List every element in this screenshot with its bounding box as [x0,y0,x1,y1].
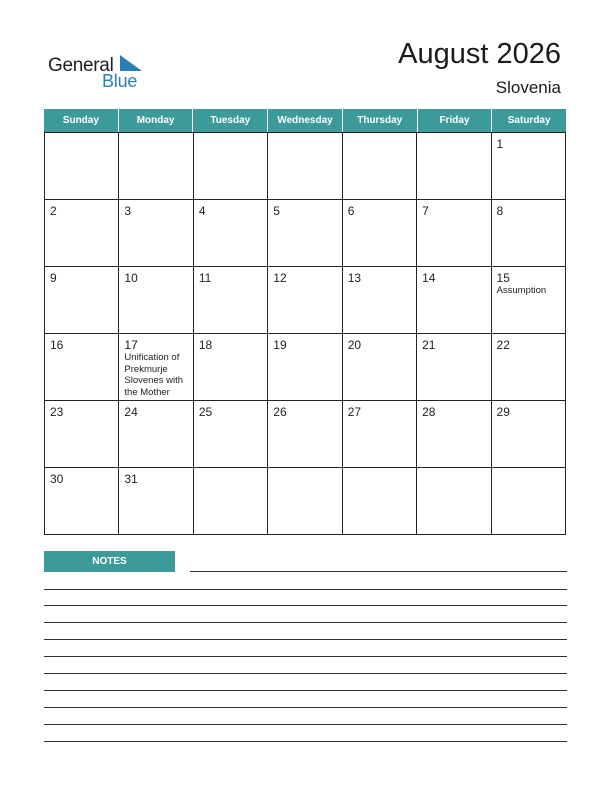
day-number: 27 [347,405,362,419]
day-cell [417,401,491,467]
weekday-sunday: Sunday [44,109,119,132]
day-cell [194,200,268,266]
day-cell [119,267,193,333]
day-number: 1 [496,137,504,151]
day-number: 22 [496,338,510,352]
note-line [44,690,567,691]
day-cell [45,267,119,333]
day-cell [343,200,417,266]
day-number: 8 [496,204,504,218]
weekday-saturday: Saturday [507,115,551,126]
day-number: 23 [50,405,64,419]
day-cell [119,133,193,199]
note-line [44,707,567,708]
day-cell [492,468,566,534]
day-number: 30 [50,472,64,486]
logo-word-general: General [48,55,114,76]
day-cell [268,200,342,266]
day-cell [343,267,417,333]
day-number: 2 [50,204,57,218]
day-cell [268,133,342,199]
day-number: 5 [273,204,280,218]
day-number: 4 [198,204,206,218]
day-number: 31 [124,472,138,486]
weekday-thursday: Thursday [343,109,418,132]
day-cell [45,200,119,266]
day-number: 20 [347,338,362,352]
weekday-header [44,109,566,132]
weekday-friday: Friday [418,109,493,132]
weekday-monday: Monday [119,109,194,132]
holiday-label: Unification of Prekmurje Slovenes with the Mother [124,352,184,398]
day-cell [343,468,417,534]
day-number: 12 [273,271,287,285]
day-cell [45,133,119,199]
calendar-grid [44,132,566,535]
week-row [45,267,566,334]
note-line [44,605,567,606]
calendar [44,109,566,535]
day-number: 3 [124,204,132,218]
day-number: 18 [198,338,213,352]
day-number: 21 [422,338,436,352]
day-number: 17 [124,338,138,352]
logo-triangle-icon [120,55,142,71]
day-cell [417,468,491,534]
day-cell [343,401,417,467]
note-line [44,673,567,674]
day-cell [194,468,268,534]
day-cell [119,334,193,400]
day-cell [417,133,491,199]
week-row [45,133,566,200]
logo-word-blue: Blue [102,71,138,91]
day-number: 7 [422,204,429,218]
day-number: 19 [273,338,287,352]
day-number: 14 [422,271,436,285]
note-line [44,589,567,590]
day-cell [492,334,566,400]
country-name: Slovenia [495,78,561,97]
week-row [45,468,566,535]
day-number: 13 [347,271,362,285]
day-cell [268,267,342,333]
day-number: 26 [273,405,287,419]
day-number: 10 [124,271,138,285]
day-cell [45,334,119,400]
day-number: 11 [198,271,212,285]
day-number: 6 [347,204,355,218]
week-row [45,200,566,267]
day-cell [45,401,119,467]
day-number: 24 [124,405,138,419]
week-row [45,334,566,401]
day-number: 15 [496,271,510,285]
day-cell [119,200,193,266]
day-cell [194,267,268,333]
day-cell [417,267,491,333]
day-cell [119,401,193,467]
day-cell [417,200,491,266]
day-cell [268,401,342,467]
day-cell [194,401,268,467]
day-cell [268,468,342,534]
page-title: August 2026 [398,38,561,70]
day-cell [492,267,566,333]
note-line [44,639,567,640]
day-cell [268,334,342,400]
day-cell [343,334,417,400]
note-line [44,656,567,657]
note-line [44,741,567,742]
day-cell [194,334,268,400]
day-cell [194,133,268,199]
note-line [44,622,567,623]
day-cell [492,200,566,266]
day-cell [417,334,491,400]
week-row [45,401,566,468]
day-cell [492,133,566,199]
notes-label: NOTES [44,551,175,572]
day-number: 29 [496,405,510,419]
day-number: 25 [198,405,213,419]
note-line [44,724,567,725]
day-number: 16 [50,338,64,352]
day-cell [119,468,193,534]
day-cell [343,133,417,199]
holiday-label: Assumption [496,285,547,296]
weekday-wednesday: Wednesday [268,109,343,132]
day-number: 28 [422,405,436,419]
day-number: 9 [50,271,57,285]
logo [48,52,148,92]
day-cell [492,401,566,467]
note-line [190,571,567,572]
weekday-tuesday: Tuesday [193,109,268,132]
day-cell [45,468,119,534]
